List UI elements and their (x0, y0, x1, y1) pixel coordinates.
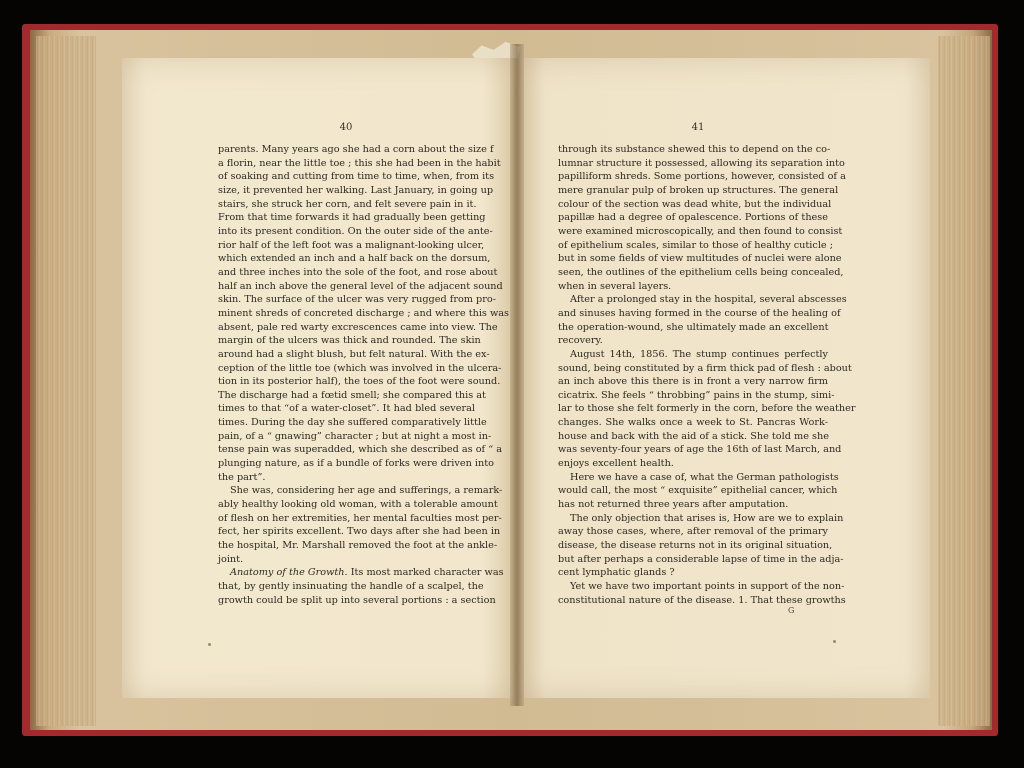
text-line: Anatomy of the Growth. Its most marked character was (230, 567, 504, 579)
text-line: half an inch above the general level of the adjacent sound (218, 280, 503, 292)
text-line: but in some fields of view multitudes of nuclei were alone (558, 253, 842, 265)
text-line: and sinuses having formed in the course of the healing of (558, 307, 841, 319)
text-line: has not returned three years after amputation. (558, 499, 789, 511)
text-line: Yet we have two important points in support of the non- (570, 581, 845, 592)
right-page-number: 41 (691, 122, 705, 133)
text-line: through its substance shewed this to depend on the co- (558, 144, 831, 155)
text-line: lar to those she felt formerly in the corn, before the weather (558, 403, 856, 415)
text-line: fect, her spirits excellent. Two days after she had been in (218, 526, 501, 538)
text-line: into its present condition. On the outer side of the ante- (218, 225, 493, 237)
text-line: an inch above this there is in front a very narrow firm (558, 376, 828, 388)
text-line: lumnar structure it possessed, allowing its separation into (558, 157, 845, 169)
text-line: parents. Many years ago she had a corn about the size f (218, 144, 494, 155)
text-line: recovery. (558, 335, 603, 347)
text-line: which extended an inch and a half back on the dorsum, (218, 253, 491, 265)
text-line: cent lymphatic glands ? (558, 567, 675, 579)
text-line: papilliform shreds. Some portions, however, consisted of a (558, 171, 846, 183)
text-line: of epithelium scales, similar to those of healthy cuticle ; (558, 239, 834, 251)
text-line: stairs, she struck her corn, and felt severe pain in it. (218, 198, 477, 210)
text-line: enjoys excellent health. (558, 458, 674, 470)
text-line: plunging nature, as if a bundle of forks were driven into (218, 458, 494, 470)
text-line: times to that “of a water-closet”. It had bled several (218, 403, 475, 415)
text-line: that, by gently insinuating the handle of a scalpel, the (218, 581, 484, 592)
right-page-text (558, 143, 856, 607)
text-line: rior half of the left foot was a malignant-looking ulcer, (218, 239, 485, 251)
text-line: Here we have a case of, what the German pathologists (570, 471, 839, 483)
text-line: of flesh on her extremities, her mental faculties most per- (218, 512, 502, 524)
text-line: cicatrix. She feels “ throbbing” pains in the stump, simi- (558, 389, 835, 401)
left-page-text (218, 143, 510, 607)
book-gutter (510, 44, 524, 706)
text-line: but after perhaps a considerable lapse of time in the adja- (558, 553, 844, 565)
text-line: ably healthy looking old woman, with a tolerable amount (218, 499, 498, 511)
text-line: papillæ had a degree of opalescence. Portions of these (558, 212, 828, 224)
text-line: of soaking and cutting from time to time, when, from its (218, 171, 495, 183)
text-line: when in several layers. (558, 280, 672, 292)
text-line: joint. (218, 553, 244, 565)
text-line: constitutional nature of the disease. 1. That these growths (558, 594, 846, 606)
text-line: house and back with the aid of a stick. She told me she (558, 430, 829, 442)
text-line: The only objection that arises is, How are we to explain (570, 512, 844, 524)
paper-speck (833, 640, 836, 643)
text-line: and three inches into the sole of the foot, and rose about (218, 266, 498, 278)
text-line: tion in its posterior half), the toes of the foot were sound. (218, 376, 501, 388)
text-line: margin of the ulcers was thick and rounded. The skin (218, 335, 481, 347)
left-page-edges (36, 36, 96, 726)
text-line: were examined microscopically, and then found to consist (558, 225, 843, 237)
text-line: ception of the little toe (which was involved in the ulcera- (218, 362, 502, 374)
text-line: around had a slight blush, but felt natural. With the ex- (218, 348, 490, 360)
text-line: the hospital, Mr. Marshall removed the foot at the ankle- (218, 540, 498, 552)
text-line: minent shreds of concreted discharge ; and where this was (218, 307, 510, 319)
signature-mark: G (788, 606, 795, 615)
text-line: seen, the outlines of the epithelium cells being concealed, (558, 266, 844, 278)
text-line: growth could be split up into several portions : a section (218, 594, 496, 606)
text-line: sound, being constituted by a firm thick pad of flesh : about (558, 362, 852, 374)
text-line: a florin, near the little toe ; this she had been in the habit (218, 157, 501, 169)
text-line: changes. She walks once a week to St. Pancras Work- (558, 417, 828, 429)
text-line: the operation-wound, she ultimately made an excellent (558, 321, 829, 333)
text-line: would call, the most “ exquisite” epithelial cancer, which (558, 485, 838, 497)
text-line: skin. The surface of the ulcer was very rugged from pro- (218, 294, 496, 306)
text-line: After a prolonged stay in the hospital, several abscesses (570, 294, 847, 306)
text-line: mere granular pulp of broken up structures. The general (558, 184, 839, 196)
text-line: colour of the section was dead white, but the individual (558, 198, 832, 210)
text-line: From that time forwards it had gradually been getting (218, 212, 486, 224)
text-line: times. During the day she suffered comparatively little (218, 417, 487, 429)
right-page-edges (938, 36, 990, 726)
text-line: disease, the disease returns not in its original situation, (558, 540, 833, 552)
paper-speck (208, 643, 211, 646)
left-page-number: 40 (339, 122, 353, 133)
text-line: the part”. (218, 471, 266, 483)
text-line: The discharge had a fœtid smell; she compared this at (218, 389, 486, 401)
text-line: pain, of a “ gnawing” character ; but at night a most in- (218, 430, 492, 442)
text-line: tense pain was superadded, which she described as of “ a (218, 444, 503, 456)
text-line: was seventy-four years of age the 16th of last March, and (558, 444, 842, 456)
text-line: away those cases, where, after removal of the primary (558, 526, 828, 538)
text-line: size, it prevented her walking. Last January, in going up (218, 184, 494, 196)
text-line: She was, considering her age and sufferings, a remark- (230, 485, 503, 497)
text-line: August 14th, 1856. The stump continues perfectly (570, 348, 828, 360)
text-line: absent, pale red warty excrescences came into view. The (218, 321, 498, 333)
